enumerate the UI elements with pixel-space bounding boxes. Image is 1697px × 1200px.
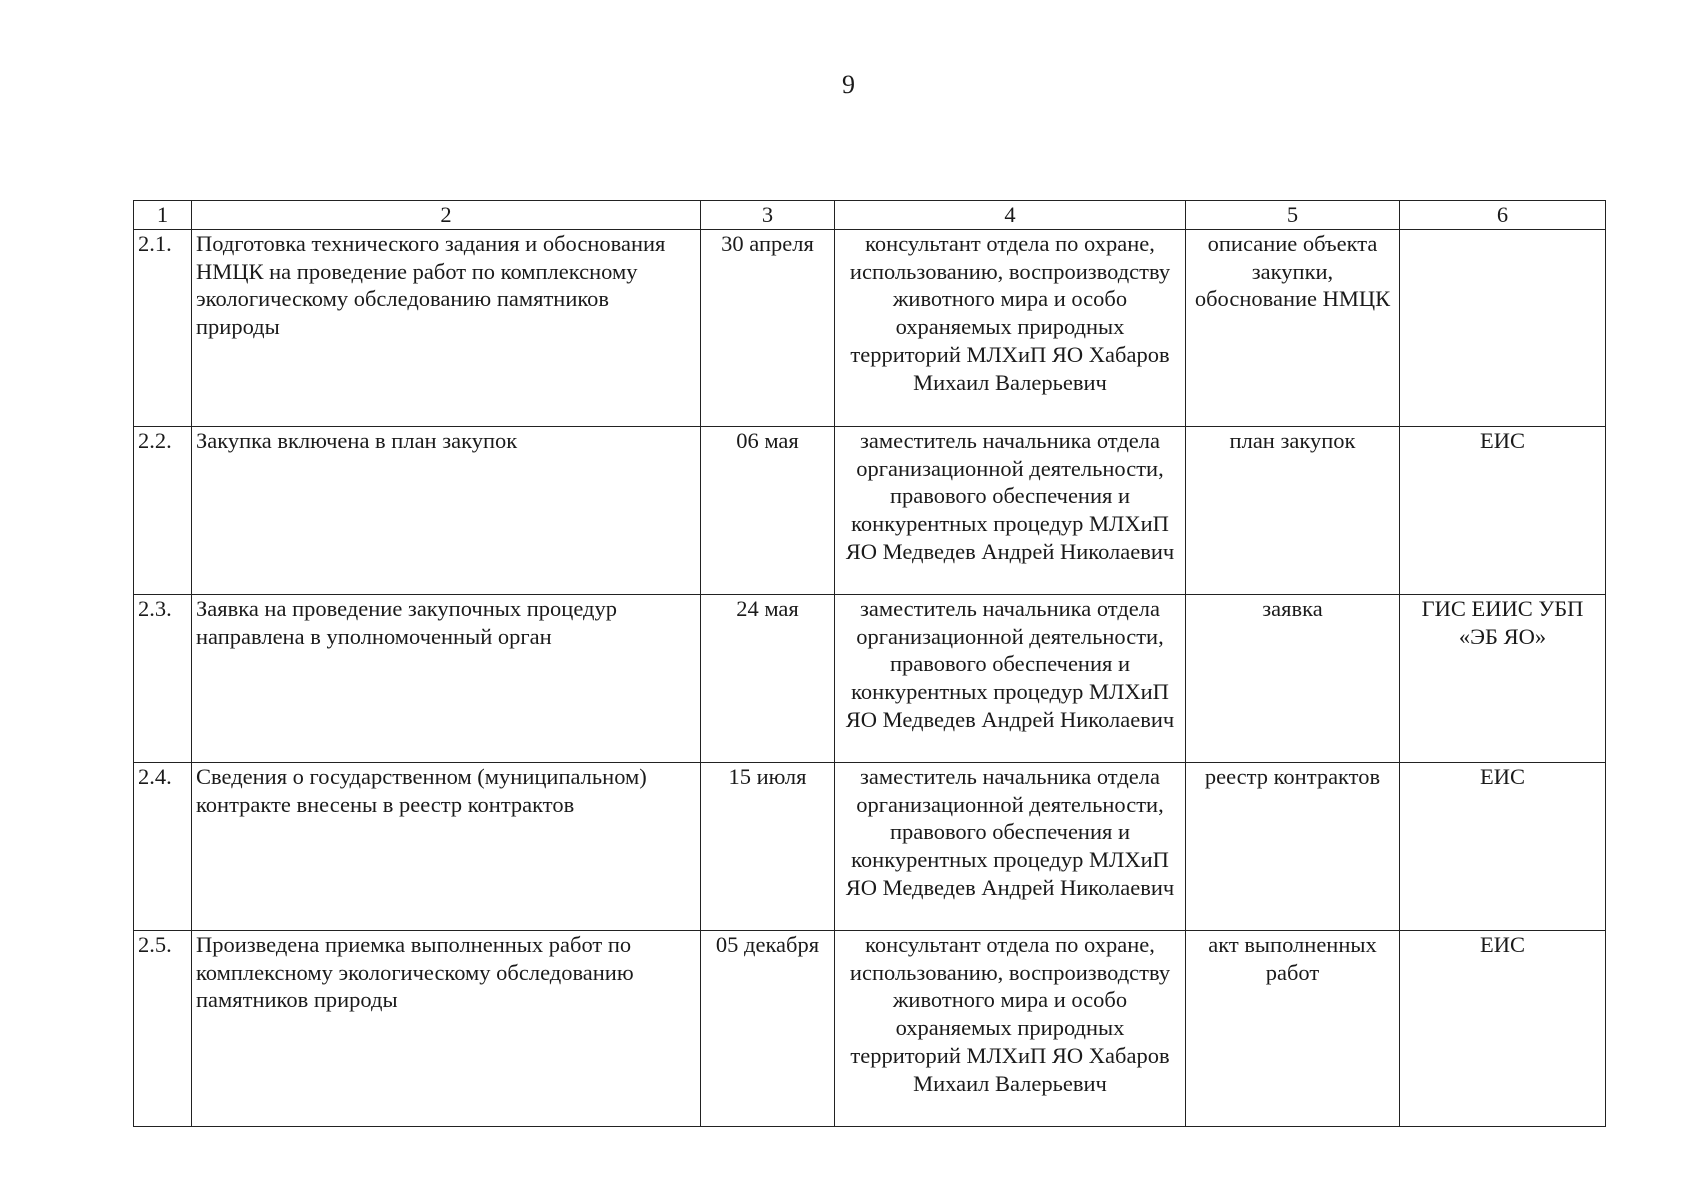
deadline-date: 24 мая: [701, 594, 835, 762]
result-document: описание объекта закупки, обоснование НМЦК: [1186, 229, 1400, 426]
row-number: 2.3.: [134, 594, 192, 762]
responsible-person: заместитель начальника отдела организационной деятельности, правового обеспечения и конкурентных процедур МЛХиП ЯО Медведев Андрей Николаевич: [835, 762, 1186, 930]
task-description: Подготовка технического задания и обоснования НМЦК на проведение работ по комплексному экологическому обследованию памятников природы: [192, 229, 701, 426]
responsible-person: заместитель начальника отдела организационной деятельности, правового обеспечения и конкурентных процедур МЛХиП ЯО Медведев Андрей Николаевич: [835, 426, 1186, 594]
table-row: [134, 426, 1606, 594]
column-header-2: 2: [192, 201, 701, 230]
column-header-5: 5: [1186, 201, 1400, 230]
row-number: 2.2.: [134, 426, 192, 594]
result-document: заявка: [1186, 594, 1400, 762]
column-header-6: 6: [1400, 201, 1606, 230]
responsible-person: консультант отдела по охране, использованию, воспроизводству животного мира и особо охраняемых природных территорий МЛХиП ЯО Хабаров Михаил Валерьевич: [835, 229, 1186, 426]
deadline-date: 05 декабря: [701, 930, 835, 1126]
deadline-date: 30 апреля: [701, 229, 835, 426]
result-document: реестр контрактов: [1186, 762, 1400, 930]
deadline-date: 15 июля: [701, 762, 835, 930]
responsible-person: заместитель начальника отдела организационной деятельности, правового обеспечения и конкурентных процедур МЛХиП ЯО Медведев Андрей Николаевич: [835, 594, 1186, 762]
result-document: план закупок: [1186, 426, 1400, 594]
column-header-3: 3: [701, 201, 835, 230]
task-description: Закупка включена в план закупок: [192, 426, 701, 594]
column-header-4: 4: [835, 201, 1186, 230]
task-description: Заявка на проведение закупочных процедур направлена в уполномоченный орган: [192, 594, 701, 762]
column-header-1: 1: [134, 201, 192, 230]
row-number: 2.1.: [134, 229, 192, 426]
column-number-row: [134, 201, 1606, 230]
table-row: [134, 930, 1606, 1126]
row-number: 2.4.: [134, 762, 192, 930]
table-row: [134, 762, 1606, 930]
row-number: 2.5.: [134, 930, 192, 1126]
information-system: ГИС ЕИИС УБП «ЭБ ЯО»: [1400, 594, 1606, 762]
page-number: 9: [842, 70, 855, 99]
table-row: [134, 229, 1606, 426]
task-description: Произведена приемка выполненных работ по комплексному экологическому обследованию памятников природы: [192, 930, 701, 1126]
result-document: акт выполненных работ: [1186, 930, 1400, 1126]
information-system: [1400, 229, 1606, 426]
deadline-date: 06 мая: [701, 426, 835, 594]
information-system: ЕИС: [1400, 762, 1606, 930]
table-row: [134, 594, 1606, 762]
task-description: Сведения о государственном (муниципальном) контракте внесены в реестр контрактов: [192, 762, 701, 930]
procurement-schedule-table: [133, 200, 1606, 1127]
responsible-person: консультант отдела по охране, использованию, воспроизводству животного мира и особо охраняемых природных территорий МЛХиП ЯО Хабаров Михаил Валерьевич: [835, 930, 1186, 1126]
information-system: ЕИС: [1400, 426, 1606, 594]
information-system: ЕИС: [1400, 930, 1606, 1126]
